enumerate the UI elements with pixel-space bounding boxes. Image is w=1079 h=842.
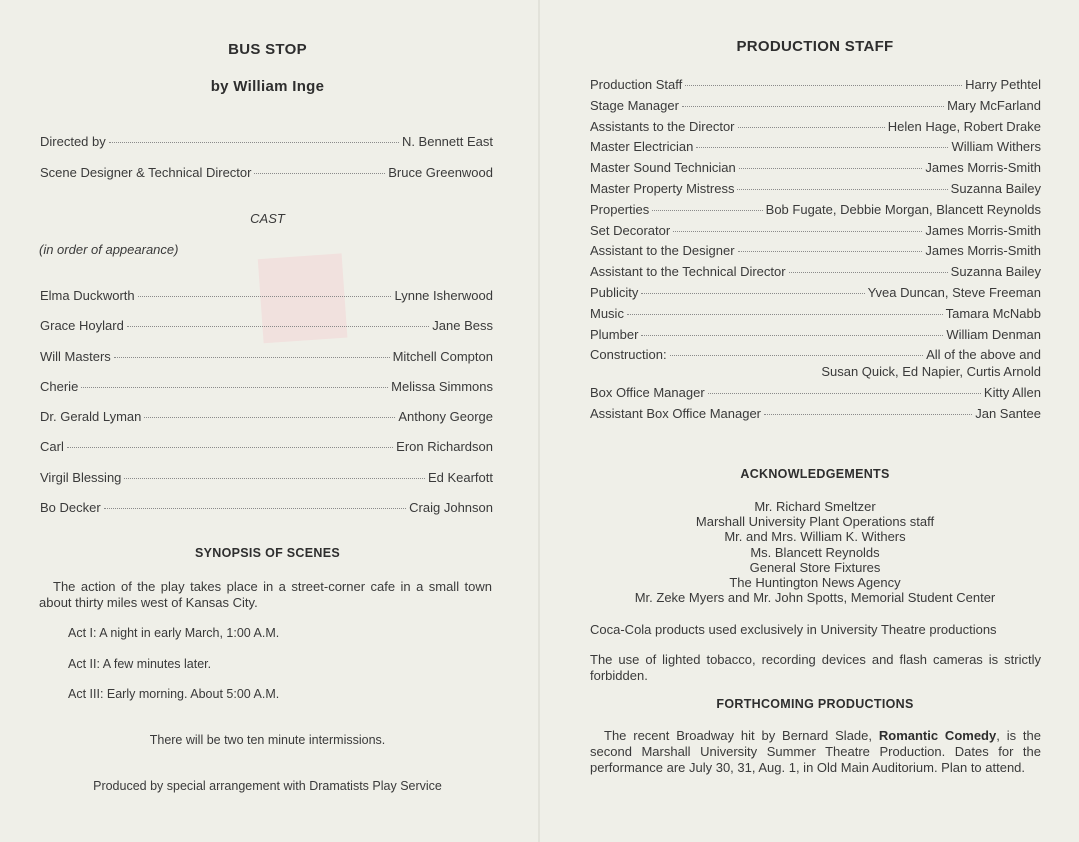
acknowledgement-line: Ms. Blancett Reynolds bbox=[750, 544, 880, 560]
staff-row bbox=[590, 119, 1041, 140]
staff-row bbox=[590, 181, 1041, 202]
cast-row-value: Eron Richardson bbox=[396, 439, 493, 455]
staff-row bbox=[590, 264, 1041, 285]
cast-row-label: Will Masters bbox=[40, 348, 111, 364]
left-page bbox=[0, 0, 539, 842]
staff-row-label: Assistant Box Office Manager bbox=[590, 405, 762, 421]
dot-leader bbox=[641, 293, 864, 294]
acknowledgement-line: General Store Fixtures bbox=[749, 559, 881, 575]
act-line: Act I: A night in early March, 1:00 A.M. bbox=[68, 626, 280, 640]
dot-leader bbox=[673, 231, 922, 232]
cast-row bbox=[40, 349, 493, 379]
acknowledgements-heading: ACKNOWLEDGEMENTS bbox=[740, 467, 890, 481]
cast-row-label: Bo Decker bbox=[40, 500, 101, 516]
dot-leader bbox=[789, 272, 948, 273]
staff-row bbox=[590, 327, 1041, 348]
staff-row-label: Assistant to the Technical Director bbox=[590, 264, 786, 280]
dot-leader bbox=[127, 326, 429, 327]
acknowledgement-line: Mr. Zeke Myers and Mr. John Spotts, Memorial Student Center bbox=[634, 590, 996, 606]
staff-row-value: Kitty Allen bbox=[983, 385, 1041, 400]
credit-row-label: Directed by bbox=[40, 134, 106, 149]
cast-row-label: Cherie bbox=[40, 378, 79, 394]
dot-leader bbox=[670, 355, 923, 356]
acknowledgement-line: Mr. Richard Smeltzer bbox=[754, 499, 876, 514]
cast-row bbox=[40, 439, 493, 469]
cast-row bbox=[40, 379, 493, 409]
dot-leader bbox=[67, 447, 393, 448]
dot-leader bbox=[254, 173, 385, 174]
cast-row-label: Virgil Blessing bbox=[40, 469, 122, 485]
staff-row bbox=[590, 306, 1041, 327]
staff-row bbox=[590, 98, 1041, 119]
staff-row-label: Construction: bbox=[590, 347, 667, 363]
credit-row-label: Scene Designer & Technical Director bbox=[40, 165, 252, 180]
synopsis-heading: SYNOPSIS OF SCENES bbox=[194, 546, 341, 560]
credit-row-value: Bruce Greenwood bbox=[388, 165, 493, 180]
cast-row bbox=[40, 288, 493, 318]
staff-row-label: Master Electrician bbox=[590, 139, 694, 155]
cast-row-value: Ed Kearfott bbox=[427, 469, 493, 485]
bleed-through-artwork: ■ bbox=[245, 221, 359, 357]
cast-row bbox=[40, 318, 493, 348]
play-title: BUS STOP bbox=[228, 41, 307, 58]
act-line: Act III: Early morning. About 5:00 A.M. bbox=[68, 687, 280, 701]
staff-row-value: Yvea Duncan, Steve Freeman bbox=[867, 284, 1041, 300]
staff-row bbox=[590, 202, 1041, 223]
staff-row-label: Master Property Mistress bbox=[590, 180, 735, 196]
dot-leader bbox=[739, 168, 923, 169]
cast-row-label: Carl bbox=[40, 439, 64, 455]
acknowledgements-list bbox=[540, 499, 1079, 605]
dot-leader bbox=[738, 251, 923, 252]
staff-list bbox=[590, 77, 1041, 368]
intermissions-note: There will be two ten minute intermissions. bbox=[149, 733, 386, 747]
dot-leader bbox=[81, 387, 388, 388]
dot-leader bbox=[682, 106, 944, 107]
forthcoming-heading: FORTHCOMING PRODUCTIONS bbox=[716, 697, 914, 711]
dot-leader bbox=[641, 335, 943, 336]
staff-row-label: Set Decorator bbox=[590, 222, 671, 238]
dot-leader bbox=[104, 508, 406, 509]
dot-leader bbox=[627, 314, 943, 315]
staff-row-label: Stage Manager bbox=[590, 97, 679, 113]
staff-row bbox=[590, 223, 1041, 244]
coca-cola-note: Coca-Cola products used exclusively in University Theatre productions bbox=[590, 622, 997, 637]
staff-row-value: Jan Santee bbox=[975, 405, 1041, 421]
staff-row bbox=[590, 385, 1041, 406]
acknowledgement-line: Mr. and Mrs. William K. Withers bbox=[724, 529, 906, 545]
acknowledgement-line: The Huntington News Agency bbox=[729, 574, 901, 590]
synopsis-text: The action of the play takes place in a street-corner cafe in a small town about thirty miles west of Kansas City. bbox=[39, 579, 492, 610]
dot-leader bbox=[144, 417, 395, 418]
staff-heading: PRODUCTION STAFF bbox=[736, 38, 894, 55]
construction-extra: Susan Quick, Ed Napier, Curtis Arnold bbox=[821, 364, 1041, 379]
staff-row-label: Plumber bbox=[590, 326, 639, 342]
dot-leader bbox=[109, 142, 399, 143]
cast-row-value: Craig Johnson bbox=[409, 500, 493, 516]
dot-leader bbox=[124, 478, 425, 479]
staff-row-value: Tamara McNabb bbox=[945, 305, 1041, 321]
dot-leader bbox=[114, 357, 390, 358]
cast-row-value: Lynne Isherwood bbox=[394, 288, 493, 303]
staff-row bbox=[590, 139, 1041, 160]
staff-row bbox=[590, 243, 1041, 264]
staff-row bbox=[590, 160, 1041, 181]
dot-leader bbox=[737, 189, 947, 190]
staff-row bbox=[590, 285, 1041, 306]
staff-row-label: Assistants to the Director bbox=[590, 118, 735, 134]
staff-row-value: William Denman bbox=[946, 326, 1041, 342]
box-office-list bbox=[590, 385, 1041, 426]
produced-by-note: Produced by special arrangement with Dramatists Play Service bbox=[93, 779, 442, 793]
staff-row-value: James Morris-Smith bbox=[925, 160, 1041, 176]
dot-leader bbox=[696, 147, 948, 148]
staff-row-value: Harry Pethtel bbox=[965, 77, 1041, 92]
cast-list bbox=[40, 288, 493, 530]
cast-note: (in order of appearance) bbox=[39, 242, 179, 257]
cast-row-label: Grace Hoylard bbox=[40, 318, 124, 334]
staff-row-value: James Morris-Smith bbox=[925, 243, 1041, 259]
cast-heading: CAST bbox=[250, 211, 285, 226]
dot-leader bbox=[652, 210, 762, 211]
staff-row bbox=[590, 77, 1041, 98]
cast-row-label: Elma Duckworth bbox=[40, 288, 135, 303]
dot-leader bbox=[685, 85, 962, 86]
forthcoming-pre: The recent Broadway hit by Bernard Slade, bbox=[604, 728, 879, 743]
forthcoming-title: Romantic Comedy bbox=[878, 728, 997, 743]
staff-row-value: Suzanna Bailey bbox=[950, 264, 1041, 280]
cast-row bbox=[40, 500, 493, 530]
staff-row-value: Suzanna Bailey bbox=[950, 180, 1041, 196]
cast-row-value: Melissa Simmons bbox=[391, 378, 493, 394]
cast-row bbox=[40, 470, 493, 500]
act-line: Act II: A few minutes later. bbox=[68, 656, 212, 671]
dot-leader bbox=[708, 393, 981, 394]
staff-row-value: William Withers bbox=[951, 139, 1041, 155]
dot-leader bbox=[138, 296, 392, 297]
staff-row-label: Production Staff bbox=[590, 77, 683, 92]
cast-row-label: Dr. Gerald Lyman bbox=[40, 409, 142, 425]
credit-row-value: N. Bennett East bbox=[401, 134, 493, 149]
staff-row bbox=[590, 406, 1041, 427]
staff-row-label: Music bbox=[590, 305, 624, 321]
cast-row-value: Mitchell Compton bbox=[392, 348, 493, 364]
tobacco-note: The use of lighted tobacco, recording devices and flash cameras is strictly forbidden. bbox=[590, 652, 1041, 683]
forthcoming-text bbox=[590, 728, 1041, 776]
credits-list bbox=[40, 134, 493, 196]
staff-row-value: Helen Hage, Robert Drake bbox=[887, 118, 1041, 134]
staff-row-value: Mary McFarland bbox=[947, 97, 1041, 113]
acknowledgement-line: Marshall University Plant Operations staff bbox=[695, 514, 935, 530]
acts-list bbox=[68, 625, 279, 717]
staff-row-label: Master Sound Technician bbox=[590, 160, 736, 176]
staff-row-value: Bob Fugate, Debbie Morgan, Blancett Reynolds bbox=[765, 201, 1041, 217]
cast-row-value: Jane Bess bbox=[432, 318, 493, 334]
credit-row bbox=[40, 134, 493, 165]
staff-row-label: Assistant to the Designer bbox=[590, 243, 735, 259]
staff-row-value: All of the above and bbox=[926, 347, 1041, 363]
staff-row-value: James Morris-Smith bbox=[925, 222, 1041, 238]
credit-row bbox=[40, 165, 493, 196]
cast-row bbox=[40, 409, 493, 439]
right-page bbox=[540, 0, 1079, 842]
staff-row-label: Box Office Manager bbox=[590, 385, 705, 400]
staff-row-label: Properties bbox=[590, 201, 650, 217]
play-author: by William Inge bbox=[210, 78, 325, 95]
cast-row-value: Anthony George bbox=[398, 409, 493, 425]
dot-leader bbox=[764, 414, 972, 415]
forthcoming-post: , is the second Marshall University Summer Theatre Production. Dates for the performance are July 30, 31, Aug. 1, in Old Main Auditorium. Plan to attend. bbox=[590, 728, 1042, 775]
staff-row-label: Publicity bbox=[590, 284, 639, 300]
dot-leader bbox=[738, 127, 885, 128]
